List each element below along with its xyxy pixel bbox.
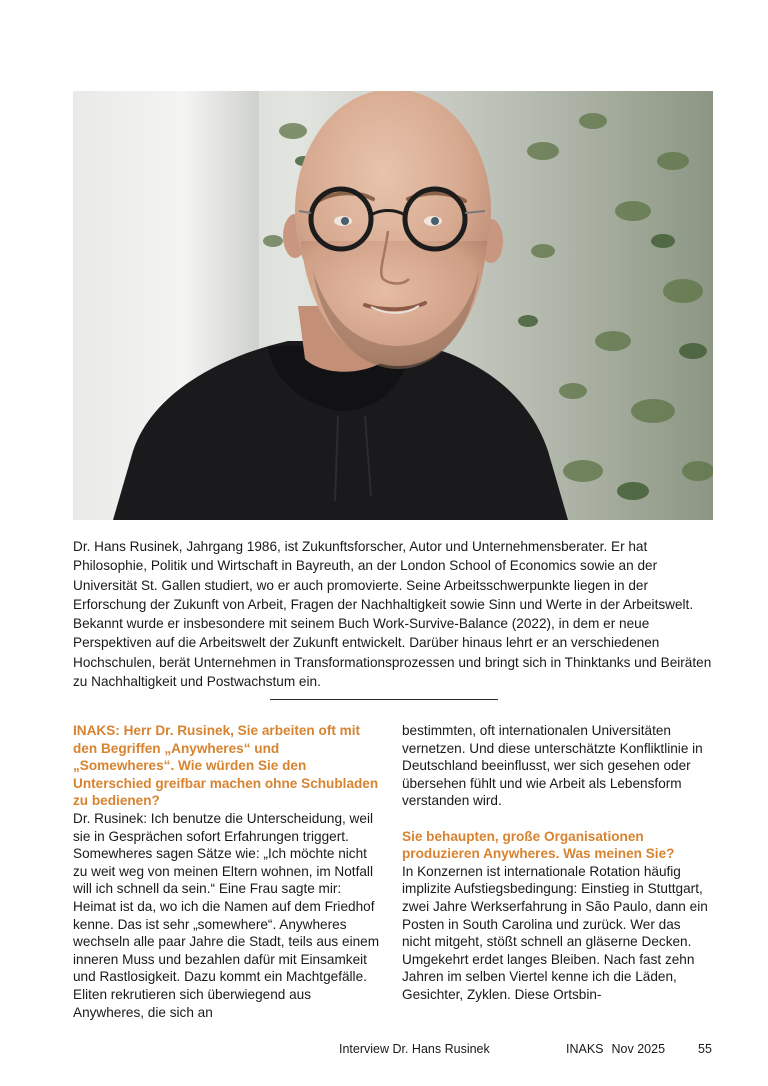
interview-answer-2: In Konzernen ist internationale Rotation häufig implizite Aufstiegsbedingung: Einstieg in Stuttgart, zwei Jahre Werkserfahrung in São Paulo, dann ein Posten in South Carolina und zurück. Wer das nicht mitgeht, stößt schnell an gläserne Decken. Umgekehrt erdet langes Bleiben. Nach fast zehn Jahren im selben Viertel kenne ich die Läden, Gesichter, Zyklen. Diese Ortsbin- xyxy=(402,863,708,1002)
interview-answer-1: Dr. Rusinek: Ich benutze die Unterscheidung, weil sie in Gesprächen sofort Erfahrungen triggert. Somewheres sagen Sätze wie: „Ich möchte nicht zu weit weg von meinen Eltern wohnen, im Notfall will ich schnell da sein.“ Eine Frau sagte mir: Heimat ist da, wo ich die Namen auf dem Friedhof kenne. Das ist sehr „somewhere“. Anywheres wechseln alle paar Jahre die Stadt, teils aus einem inneren Muss und bezahlen dafür mit Einsamkeit und Rastlosigkeit. Dazu kommt ein Machtgefälle. Eliten rekrutieren sich überwiegend aus Anywheres, die sich an xyxy=(73,810,380,1020)
author-bio: Dr. Hans Rusinek, Jahrgang 1986, ist Zukunftsforscher, Autor und Unternehmensberater. Er hat Philosophie, Politik und Wirtschaft in Bayreuth, an der London School of Economics sowie an der Universität St. Gallen studiert, wo er auch promovierte. Seine Arbeitsschwerpunkte liegen in der Erforschung der Zukunft von Arbeit, Fragen der Nachhaltigkeit sowie Sinn und Werte in der Arbeitswelt. Bekannt wurde er insbesondere mit seinem Buch Work-Survive-Balance (2022), in dem er neue Perspektiven auf die Arbeitswelt der Zukunft entwickelt. Darüber hinaus lehrt er an verschiedenen Hochschulen, berät Unternehmen in Transformationsprozessen und bringt sich in Thinktanks und Beiräten zu Nachhaltigkeit und Postwachstum ein. xyxy=(73,539,712,690)
interview-question-2: Sie behaupten, große Organisationen produzieren Anywheres. Was meinen Sie? xyxy=(402,828,675,862)
portrait-photo xyxy=(73,91,713,520)
interview-column-right xyxy=(402,722,713,1004)
footer-issue: Nov 2025 xyxy=(611,1042,666,1056)
interview-column-left xyxy=(73,722,384,1021)
footer-page-number: 55 xyxy=(698,1042,712,1056)
footer-article-title: Interview Dr. Hans Rusinek xyxy=(339,1042,490,1056)
interview-answer-1-continued: bestimmten, oft internationalen Universitäten vernetzen. Und diese unterschätzte Konfliktlinie in Deutschland beeinflusst, wer sich gesehen oder übersehen fühlt und wie Arbeit als Lebensform verstanden wird. xyxy=(402,723,703,809)
section-divider xyxy=(270,699,498,700)
footer-magazine-name: INAKS xyxy=(566,1042,604,1056)
paragraph-spacer xyxy=(402,810,713,828)
interview-question-1: INAKS: Herr Dr. Rusinek, Sie arbeiten oft mit den Begriffen „Anywheres“ und „Somewheres“. Wie würden Sie den Unterschied greifbar machen ohne Schubladen zu bedienen? xyxy=(73,723,379,809)
footer-magazine xyxy=(566,1041,665,1057)
